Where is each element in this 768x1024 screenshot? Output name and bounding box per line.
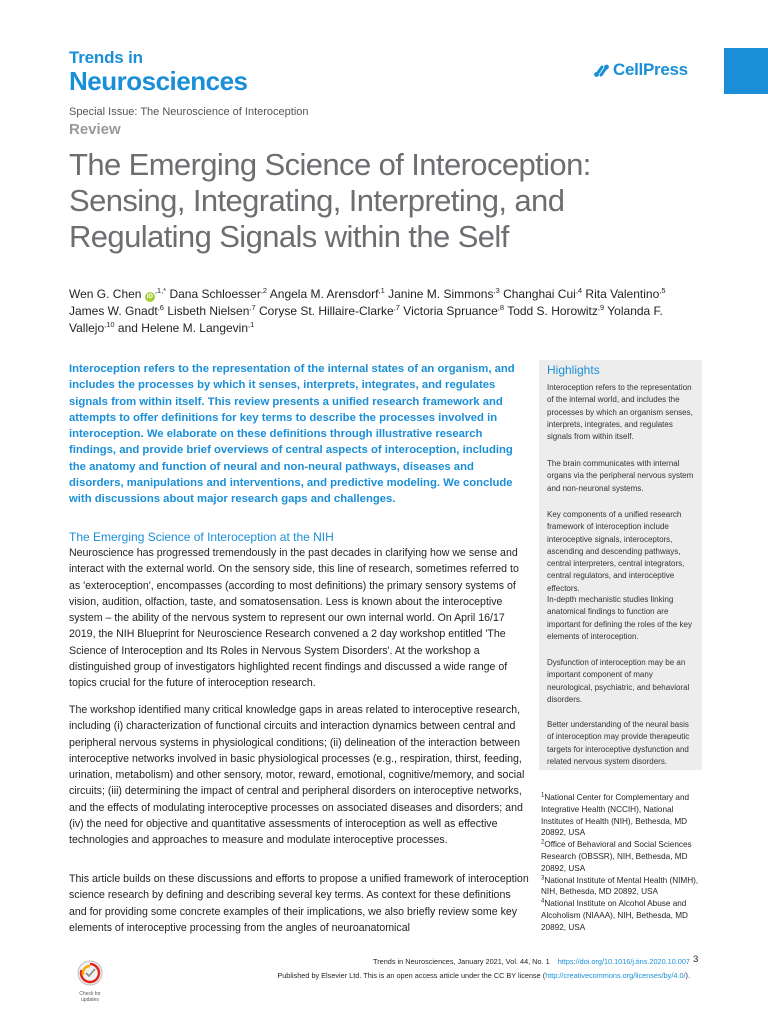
orcid-icon[interactable]: iD: [146, 294, 153, 300]
author-name: Changhai Cui: [503, 287, 576, 301]
author-name: Victoria Spruance: [403, 304, 498, 318]
affiliation-item: $^2$Office of Behavioral and Social Sciences Research (OBSSR), NIH, Bethesda, MD 20892, USA: [541, 839, 692, 873]
author-name: Coryse St. Hillaire-Clarke: [258, 304, 394, 318]
publisher-logo-text: CellPress: [613, 60, 688, 79]
abstract: Interoception refers to the representation of the internal states of an organism, and includes the processes by which it senses, interprets, integrates, and regulates signals from within itself. This review presents a unified research framework and attempts to offer definitions for key terms to describe the processes involved in interoception. We elaborate on these definitions through illustrative research findings, and provide brief overviews of central aspects of interoception, including the anatomy and function of neural and non-neural pathways, diseases and disorders, manipulations and interventions, and predictive modeling. We conclude with discussions about major research gaps and challenges.: [69, 363, 515, 506]
highlight-item: Better understanding of the neural basis of interoception may provide therapeutic targets for interoceptive dysfunction and related nervous system disorders.: [547, 720, 690, 766]
corner-color-block: [724, 48, 768, 94]
author-name: Lisbeth Nielsen: [167, 304, 250, 318]
author-name: Yolanda F. Vallejo: [69, 304, 663, 335]
check-for-updates-icon: [77, 960, 103, 986]
doi-link[interactable]: https://doi.org/10.1016/j.tins.2020.10.007: [557, 957, 690, 966]
highlight-item: Dysfunction of interoception may be an important component of many neurological, psychiatric, and behavioral disorders.: [547, 658, 690, 704]
author-name: Helene M. Langevin: [141, 321, 249, 335]
affiliations: [541, 792, 703, 934]
highlight-item: Key components of a unified research framework of interoception include interoceptive signals, interoceptors, ascending and descending pathways, central interpreters, central integrators, central regulators, and interoceptive effectors.: [547, 510, 685, 593]
author-name: Todd S. Horowitz: [507, 304, 598, 318]
author-affiliation-marker: ,8: [497, 303, 505, 312]
author-name: Janine M. Simmons: [388, 287, 494, 301]
author-name: Dana Schloesser: [169, 287, 261, 301]
cellpress-link-icon: [593, 63, 610, 78]
section-heading: The Emerging Science of Interoception at the NIH: [69, 530, 334, 544]
author-affiliation-marker: ,6: [157, 303, 164, 312]
citation-text: Trends in Neurosciences, January 2021, Vol. 44, No. 1: [373, 957, 550, 966]
affiliation-item: $^1$National Center for Complementary and Integrative Health (NCCIH), National Institutes of Health (NIH), Bethesda, MD 20892, USA: [541, 792, 690, 838]
author-affiliation-marker: ,1: [378, 286, 385, 295]
author-name: Rita Valentino: [585, 287, 660, 301]
highlight-item: In-depth mechanistic studies linking anatomical findings to function are important for defining the roles of the key elements of interoception.: [547, 595, 692, 641]
highlights-heading: Highlights: [547, 363, 600, 377]
author-name: James W. Gnadt: [69, 304, 158, 318]
author-affiliation-marker: ,9: [597, 303, 605, 312]
footer-citation: [360, 957, 690, 966]
journal-name-line1: Trends in: [69, 48, 143, 67]
author-affiliation-marker: ,1,*: [154, 286, 167, 295]
affiliation-item: $^4$National Institute on Alcohol Abuse and Alcoholism (NIAAA), NIH, Bethesda, MD 20892, USA: [541, 898, 688, 932]
special-issue-label: Special Issue: The Neuroscience of Interoception: [69, 106, 309, 118]
license-link[interactable]: http://creativecommons.org/licenses/by/4.0/: [545, 971, 686, 980]
author-list: Wen G. Chen $iD^{,1,*}$ Dana Schloesser$^{,2}$ Angela M. Arensdorf$^{,1}$ Janine M. Simmons$^{,3}$ Changhai Cui$^{,4}$ Rita Valentino$^{,5}$ James W. Gnadt$^{,6}$ Lisbeth Nielsen$^{,7}$ Coryse St. Hillaire-Clarke$^{,7}$ Victoria Spruance$^{,8}$ Todd S. Horowitz$^{,9}$ Yolanda F. Vallejo$^{,10}$ and Helene M. Langevin$^{,1}$: [69, 286, 666, 335]
body-paragraph: Neuroscience has progressed tremendously in the past decades in clarifying how we sense and interact with the external world. On the sensory side, this line of research, sometimes referred to as 'exteroception', encompasses (according to most definitions) the primary sensory systems of vision, audition, olfaction, taste, and somatosensation. Less is known about the interoceptive system – the ability of the nervous system to represent our own internal world. On April 16/17 2019, the NIH Blueprint for Neuroscience Research convened a 2 day workshop entitled 'The Science of Interoception and Its Roles in Nervous System Disorders'. At the workshop a distinguished group of investigators highlighted recent findings and discussed a wide range of topics crucial for the future of interoception research.: [69, 547, 519, 690]
affiliation-item: $^3$National Institute of Mental Health (NIMH), NIH, Bethesda, MD 20892, USA: [541, 874, 699, 897]
footer-license: Published by Elsevier Ltd. This is an open access article under the CC BY license (http://creativecommons.org/licenses/by/4.0/).: [277, 971, 690, 980]
article-title: The Emerging Science of Interoception: Sensing, Integrating, Interpreting, and Regulating Signals within the Self: [69, 147, 591, 254]
highlight-item: Interoception refers to the representation of the internal world, and includes the processes by which an organism senses, interprets, integrates, and regulates signals from within itself.: [547, 383, 693, 442]
author-name: Angela M. Arensdorf: [269, 287, 379, 301]
body-paragraph: This article builds on these discussions and efforts to propose a unified framework of interoception science research by defining and describing several key terms. As context for these definitions and for providing some concrete examples of their implications, we also briefly review some key elements of interoceptive processing from the angles of neuroanatomical: [69, 873, 529, 934]
journal-name-line2: Neurosciences: [69, 66, 248, 96]
author-affiliation-marker: ,10: [104, 320, 115, 329]
check-for-updates-badge[interactable]: [72, 960, 108, 1003]
author-affiliation-marker: ,7: [393, 303, 400, 312]
check-for-updates-label: Check for updates: [79, 991, 101, 1003]
author-affiliation-marker: ,3: [493, 286, 500, 295]
author-affiliation-marker: ,2: [260, 286, 268, 295]
author-affiliation-marker: ,4: [575, 286, 583, 295]
author-name: Wen G. Chen: [69, 287, 142, 301]
page-number: 3: [693, 954, 699, 965]
body-paragraph: The workshop identified many critical knowledge gaps in areas related to interoceptive research, including (i) characterization of functional circuits and interaction dynamics between central and peripheral nervous systems in physiological conditions; (ii) delineation of the interaction between interoceptive networks involved in basic physiological processes (e.g., respiration, thirst, feeding, urination, metabolism) and other sensory, motor, reward, emotional, cognitive/memory, and social circuits; (iii) determining the impact of central and peripheral disorders on interoceptive networks, and the effects of modulating interoceptive processes on associated diseases and disorders; and (iv) the need for objective and quantitative assessments of interoception as well as effective technologies and approaches to measure and modulate interoceptive processes.: [69, 704, 525, 847]
article-type-label: Review: [69, 121, 121, 138]
highlight-item: The brain communicates with internal organs via the peripheral nervous system and non-neuronal systems.: [547, 459, 694, 493]
author-affiliation-marker: ,7: [249, 303, 256, 312]
author-affiliation-marker: ,1: [248, 320, 255, 329]
publisher-logo[interactable]: [593, 60, 688, 80]
author-affiliation-marker: ,5: [659, 286, 666, 295]
